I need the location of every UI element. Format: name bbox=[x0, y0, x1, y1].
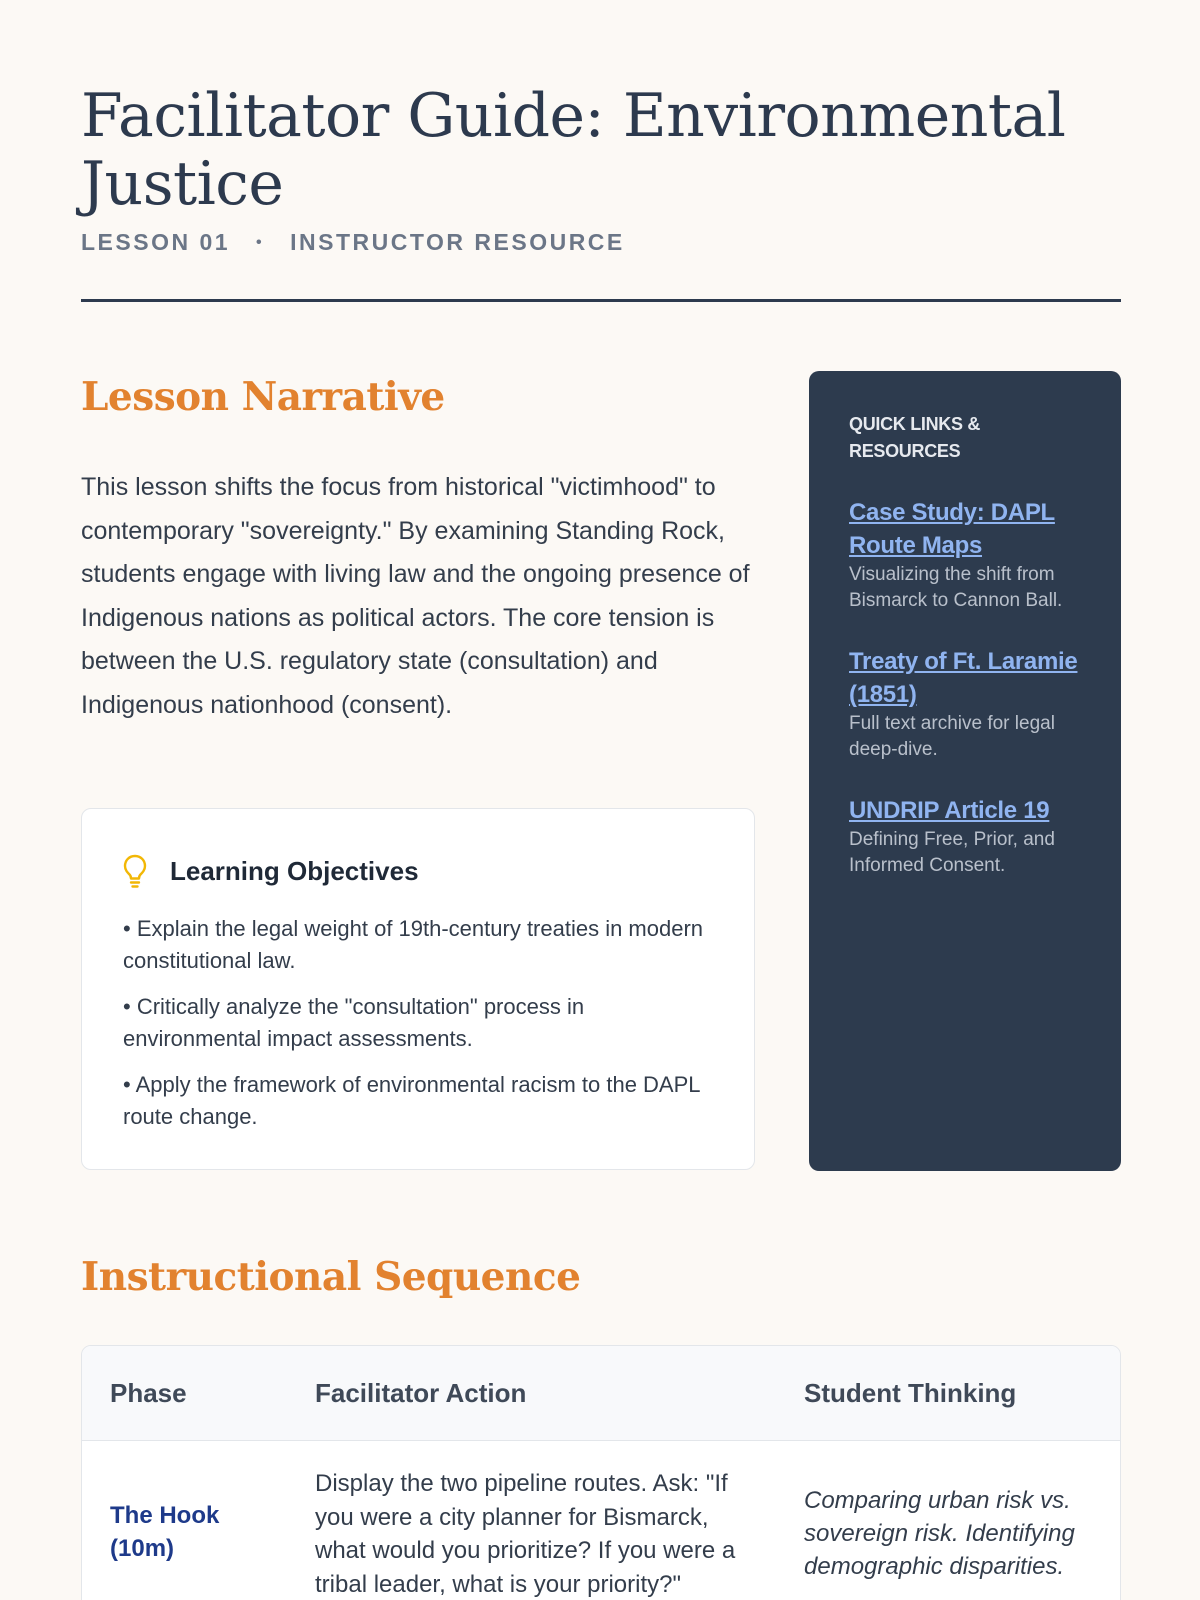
narrative-heading: Lesson Narrative bbox=[81, 374, 445, 420]
sequence-heading: Instructional Sequence bbox=[81, 1254, 581, 1300]
link-dapl-route-maps[interactable]: Case Study: DAPL Route Maps bbox=[849, 499, 1055, 559]
column-header-thinking: Student Thinking bbox=[804, 1378, 1017, 1408]
objective-item: • Critically analyze the "consultation" process in environmental impact assessments. bbox=[123, 994, 585, 1051]
objectives-title: Learning Objectives bbox=[170, 855, 419, 886]
page-title: Facilitator Guide: Environmental Justice bbox=[81, 81, 1066, 219]
cell-action: Display the two pipeline routes. Ask: "If you were a city planner for Bismarck, what would you prioritize? If you were a tribal leader, what is your priority?" bbox=[315, 1470, 736, 1598]
cell-phase: The Hook (10m) bbox=[110, 1502, 220, 1562]
meta-separator: • bbox=[256, 233, 265, 251]
column-header-action: Facilitator Action bbox=[315, 1378, 527, 1408]
resource-type: INSTRUCTOR RESOURCE bbox=[290, 229, 625, 255]
header-divider bbox=[81, 299, 1121, 302]
link-description: Visualizing the shift from Bismarck to Cannon Ball. bbox=[849, 564, 1063, 611]
objective-item: • Explain the legal weight of 19th-century treaties in modern constitutional law. bbox=[123, 916, 704, 973]
cell-thinking: Comparing urban risk vs. sovereign risk. Identifying demographic disparities. bbox=[804, 1487, 1075, 1580]
narrative-body: This lesson shifts the focus from historical "victimhood" to contemporary "sovereignty." By examining Standing Rock, students engage with living law and the ongoing presence of Indigenous nations as political actors. The core tension is between the U.S. regulatory state (consultation) and Indigenous nationhood (consent). bbox=[81, 473, 750, 719]
lesson-number: LESSON 01 bbox=[81, 229, 231, 255]
link-undrip-article-19[interactable]: UNDRIP Article 19 bbox=[849, 797, 1050, 824]
lightbulb-icon bbox=[122, 853, 148, 889]
link-description: Full text archive for legal deep-dive. bbox=[849, 713, 1055, 760]
sidebar-title: QUICK LINKS & RESOURCES bbox=[849, 414, 981, 461]
sequence-table bbox=[81, 1345, 1121, 1600]
page-meta bbox=[81, 229, 625, 256]
objectives-header bbox=[122, 853, 419, 889]
table-header bbox=[82, 1346, 1121, 1441]
column-header-phase: Phase bbox=[110, 1378, 187, 1408]
objective-item: • Apply the framework of environmental racism to the DAPL route change. bbox=[123, 1072, 700, 1129]
link-treaty-ft-laramie[interactable]: Treaty of Ft. Laramie (1851) bbox=[849, 648, 1078, 708]
link-description: Defining Free, Prior, and Informed Consent. bbox=[849, 829, 1055, 876]
objectives-card bbox=[81, 808, 755, 1170]
objectives-list bbox=[123, 913, 723, 1147]
quick-links-sidebar bbox=[809, 371, 1121, 1171]
